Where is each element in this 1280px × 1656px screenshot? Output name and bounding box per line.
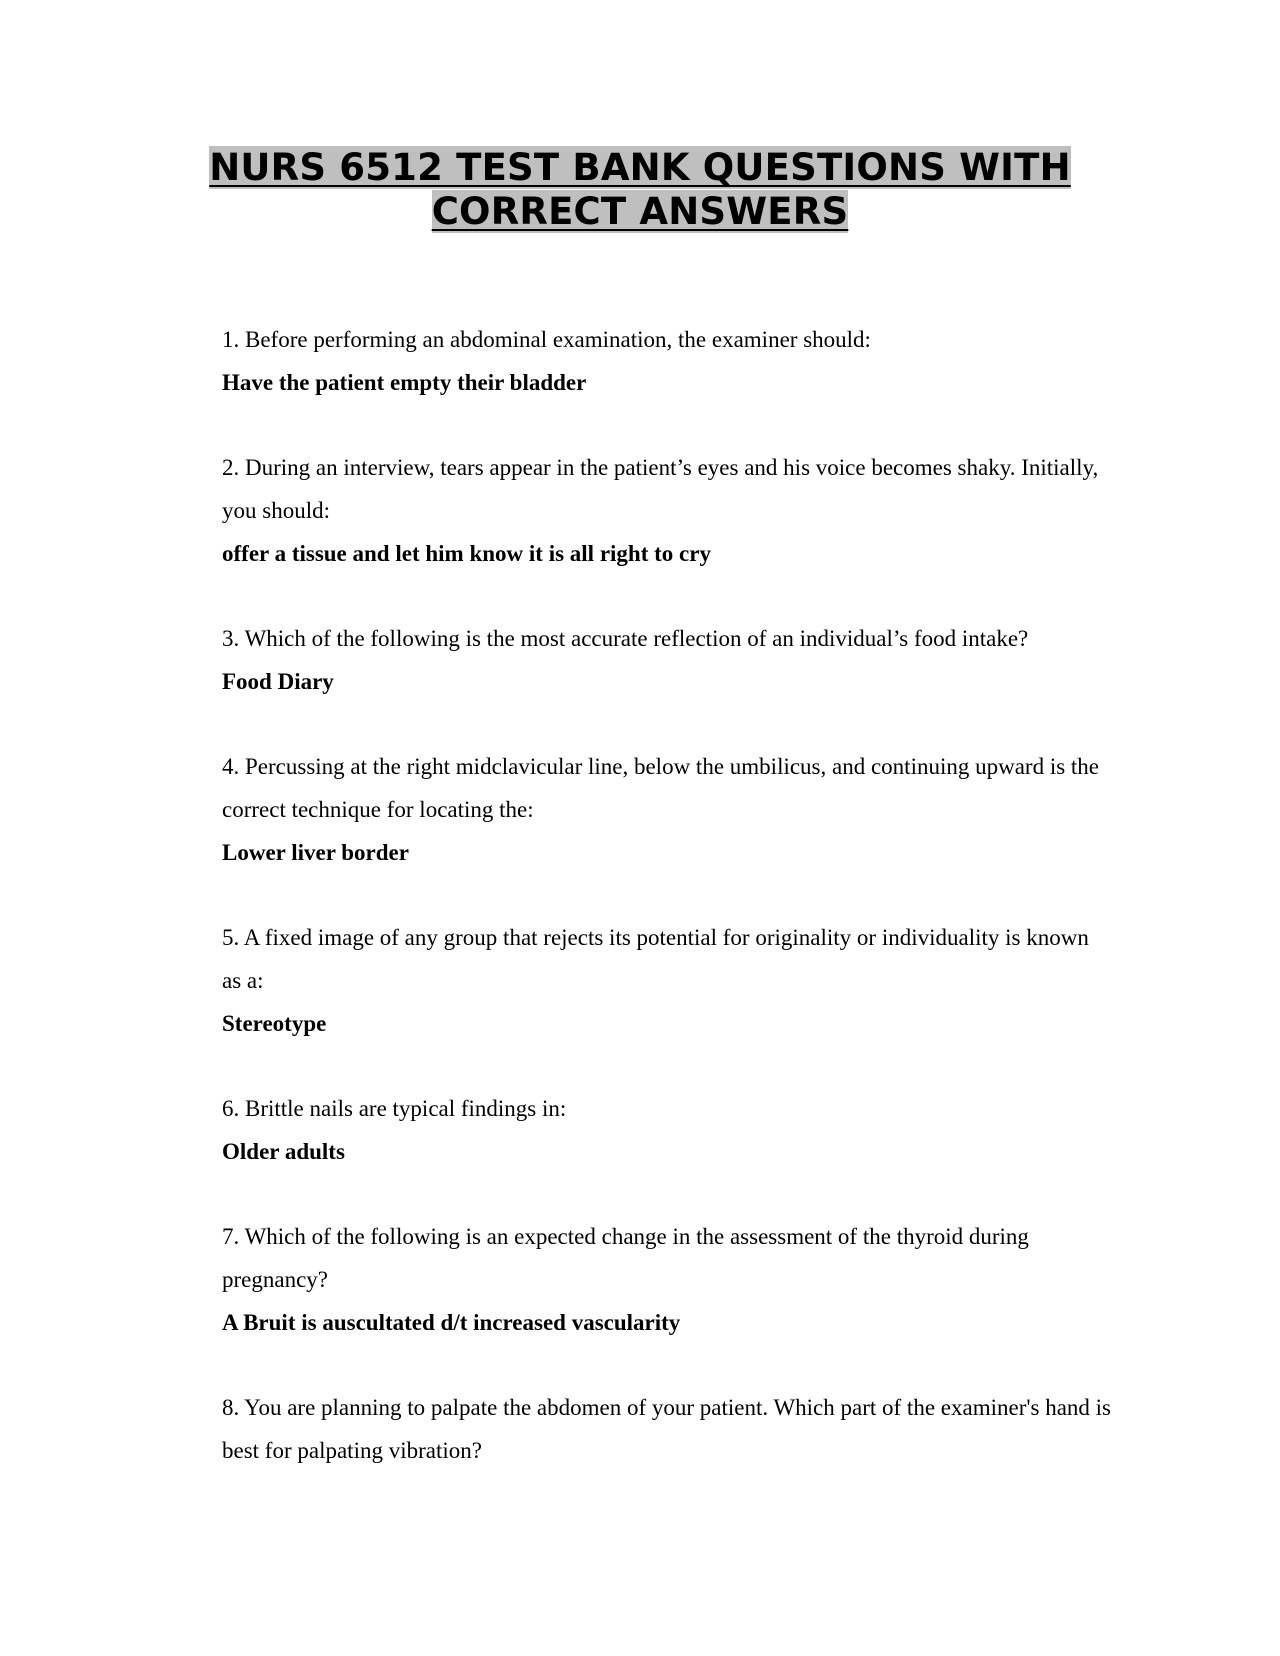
question-text: 8. You are planning to palpate the abdomen of your patient. Which part of the examiner's hand is best for palpating vibration? [222, 1395, 1111, 1463]
question-item-1 [222, 318, 1112, 404]
question-text: 2. During an interview, tears appear in the patient’s eyes and his voice becomes shaky. Initially, you should: [222, 455, 1099, 523]
question-item-2 [222, 446, 1112, 575]
question-item-3 [222, 617, 1112, 703]
question-text: 6. Brittle nails are typical findings in: [222, 1096, 567, 1121]
answer-text: Food Diary [222, 669, 334, 694]
question-item-7 [222, 1215, 1112, 1344]
answer-text: offer a tissue and let him know it is all right to cry [222, 541, 711, 566]
answer-text: Lower liver border [222, 840, 409, 865]
title-line-2: CORRECT ANSWERS [431, 190, 849, 233]
answer-text: Stereotype [222, 1011, 327, 1036]
question-item-8 [222, 1386, 1112, 1472]
question-text: 1. Before performing an abdominal examination, the examiner should: [222, 327, 871, 352]
answer-text: Older adults [222, 1139, 345, 1164]
title-line-1: NURS 6512 TEST BANK QUESTIONS WITH [209, 146, 1071, 189]
question-list [222, 318, 1112, 1514]
question-item-6 [222, 1087, 1112, 1173]
question-item-5 [222, 916, 1112, 1045]
question-text: 4. Percussing at the right midclavicular line, below the umbilicus, and continuing upward is the correct technique for locating the: [222, 754, 1100, 822]
question-text: 7. Which of the following is an expected change in the assessment of the thyroid during pregnancy? [222, 1224, 1029, 1292]
page-title [200, 146, 1080, 234]
answer-text: Have the patient empty their bladder [222, 370, 587, 395]
answer-text: A Bruit is auscultated d/t increased vascularity [222, 1310, 681, 1335]
question-text: 3. Which of the following is the most accurate reflection of an individual’s food intake? [222, 626, 1029, 651]
question-text: 5. A fixed image of any group that rejects its potential for originality or individuality is known as a: [222, 925, 1089, 993]
question-item-4 [222, 745, 1112, 874]
